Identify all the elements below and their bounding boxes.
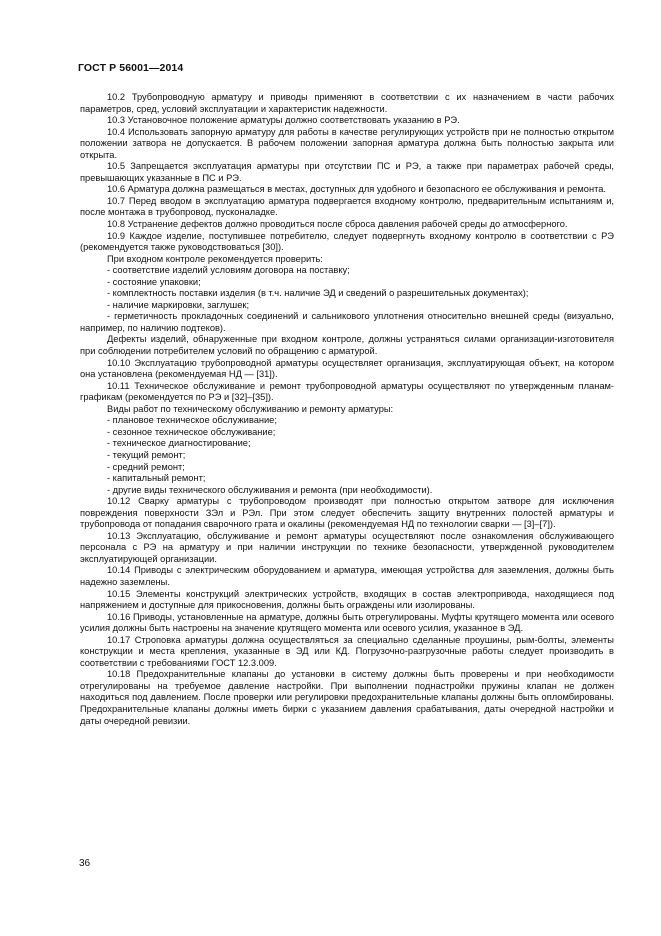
paragraph-10-15: 10.15 Элементы конструкций электрических устройств, входящих в состав электропривода, находящиеся под напряжением и доступные для прикосновения, должны быть ограждены или изолированы. <box>80 588 614 611</box>
paragraph-10-4: 10.4 Использовать запорную арматуру для работы в качестве регулирующих устройств при не полностью открытом положении затвора не допускается. В рабочем положении запорная арматура должна быть полностью закрыта или открыта. <box>80 126 614 160</box>
page-number: 36 <box>79 858 91 869</box>
paragraph-10-17: 10.17 Строповка арматуры должна осуществляться за специально сделанные проушины, рым-болты, элементы конструкции и места крепления, указанные в ЭД или КД. Погрузочно-разгрузочные работы следует производить в соответствии с требованиями ГОСТ 12.3.009. <box>80 634 614 668</box>
document-body <box>80 92 614 727</box>
document-header: ГОСТ Р 56001—2014 <box>78 62 184 74</box>
paragraph-10-18: 10.18 Предохранительные клапаны до установки в систему должны быть проверены и при необходимости отрегулированы на требуемое давление настройки. При выполнении поднастройки пружины клапан не должен находиться под давлением. После проверки или регулировки предохранительные клапаны должны быть опломбированы. Предохранительные клапаны должны иметь бирки с указанием давления срабатывания, даты очередной настройки и даты очередной ревизии. <box>80 669 614 726</box>
paragraph-10-11: 10.11 Техническое обслуживание и ремонт трубопроводной арматуры осуществляют по утвержденным планам-графикам (рекомендуется по РЭ и [32]–[35]). <box>80 380 614 403</box>
list-item: - капитальный ремонт; <box>107 473 206 484</box>
paragraph-10-12: 10.12 Сварку арматуры с трубопроводом производят при полностью открытом затворе для исключения повреждения поверхности ЗЭл и РЭл. При этом следует обеспечить защиту внутренних полостей арматуры и трубопровода от попадания сварочного грата и окалины (рекомендуемая НД по технологии сварки — [3]–[7]). <box>80 496 614 530</box>
list-item: - средний ремонт; <box>107 461 185 472</box>
list-item: - состояние упаковки; <box>107 276 201 287</box>
list-item: - соответствие изделий условиям договора на поставку; <box>107 265 350 276</box>
list-item: - другие виды технического обслуживания и ремонта (при необходимости). <box>107 484 433 495</box>
paragraph-10-2: 10.2 Трубопроводную арматуру и приводы применяют в соответствии с их назначением в части рабочих параметров, сред, условий эксплуатации и характеристик надежности. <box>80 92 614 114</box>
list-item: - плановое техническое обслуживание; <box>107 415 277 426</box>
paragraph-10-6: 10.6 Арматура должна размещаться в местах, доступных для удобного и безопасного ее обслуживания и ремонта. <box>107 184 606 195</box>
paragraph-inspection-intro: При входном контроле рекомендуется проверить: <box>107 253 323 264</box>
paragraph-10-14: 10.14 Приводы с электрическим оборудованием и арматура, имеющая устройства для заземления, должны быть надежно заземлены. <box>80 565 614 587</box>
paragraph-10-5: 10.5 Запрещается эксплуатация арматуры при отсутствии ПС и РЭ, а также при параметрах рабочей среды, превышающих указанные в ПС и РЭ. <box>80 161 614 183</box>
paragraph-10-16: 10.16 Приводы, установленные на арматуре, должны быть отрегулированы. Муфты крутящего момента или осевого усилия должны быть настроены на значение крутящего момента или осевого усилия, указанное в ЭД. <box>80 611 614 634</box>
list-item: - сезонное техническое обслуживание; <box>107 426 276 437</box>
paragraph-10-8: 10.8 Устранение дефектов должно проводиться после сброса давления рабочей среды до атмосферного. <box>107 219 568 230</box>
paragraph-10-7: 10.7 Перед вводом в эксплуатацию арматура подвергается входному контролю, предварительным испытаниям и, после монтажа в трубопровод, пусконаладке. <box>80 195 614 218</box>
paragraph-10-10: 10.10 Эксплуатацию трубопроводной арматуры осуществляет организация, эксплуатирующая объект, на котором она установлена (рекомендуемая НД — [31]). <box>80 357 614 380</box>
list-item: - наличие маркировки, заглушек; <box>107 299 250 310</box>
list-item: - герметичность прокладочных соединений и сальникового уплотнения относительно внешней среды (визуально, например, по наличию подтеков). <box>80 311 614 333</box>
paragraph-defects: Дефекты изделий, обнаруженные при входном контроле, должны устраняться силами организации-изготовителя при соблюдении потребителем условий по обращению с арматурой. <box>80 334 614 357</box>
paragraph-maintenance-types: Виды работ по техническому обслуживанию и ремонту арматуры: <box>107 403 394 414</box>
paragraph-10-9: 10.9 Каждое изделие, поступившее потребителю, следует подвергнуть входному контролю в соответствии с РЭ (рекомендуется также руководствоваться [30]). <box>80 230 614 253</box>
list-item: - текущий ремонт; <box>107 449 186 460</box>
list-item: - техническое диагностирование; <box>107 438 251 449</box>
paragraph-10-3: 10.3 Установочное положение арматуры должно соответствовать указанию в РЭ. <box>107 115 460 126</box>
list-item: - комплектность поставки изделия (в т.ч. наличие ЭД и сведений о разрешительных документах); <box>107 288 529 299</box>
paragraph-10-13: 10.13 Эксплуатацию, обслуживание и ремонт арматуры осуществляют после ознакомления обслуживающего персонала с РЭ на арматуру и при наличии инструкции по технике безопасности, утвержденной руководителем эксплуатирующей организации. <box>80 530 614 564</box>
